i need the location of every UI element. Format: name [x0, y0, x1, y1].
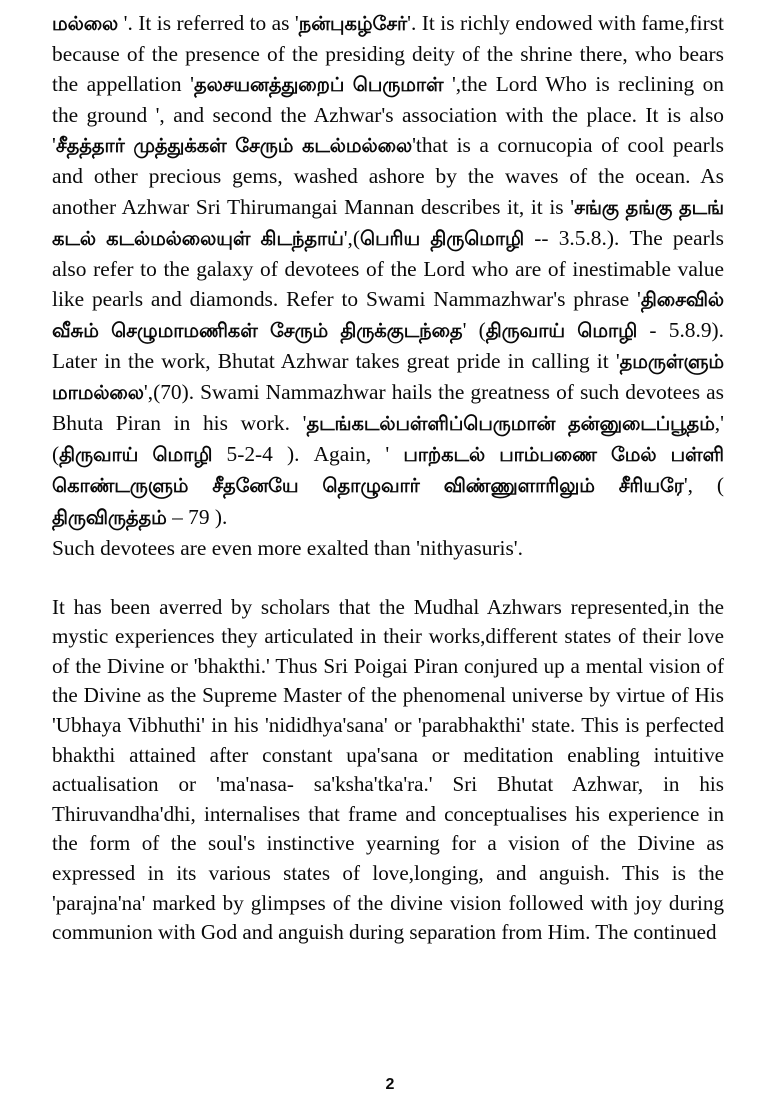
english-text-run: 5-2-4 ). Again, ' — [212, 442, 404, 467]
english-text-run: ',( — [343, 225, 361, 250]
english-text-run: 'that is a cornucopia of cool pearls and other precious gems, washed ashore by the waves of the ocean. As another Azhwar Sri Thirumangai Mannan describes it, it is ' — [52, 133, 725, 219]
tamil-quote-run: தலசயனத்துறைப் பெருமாள் — [193, 74, 444, 97]
tamil-quote-run: பாற்கடல் பாம்பணை மேல் பள்ளி கொண்டருளும் சீதனேயே தொழுவார் விண்ணுளாரிலும் சீரியரே — [52, 444, 724, 498]
tamil-quote-run: நன்புகழ்சேர் — [298, 13, 408, 35]
tamil-quote-run: திருவாய் மொழி — [485, 319, 638, 342]
english-text-run: ',the Lord Who is reclining on the ground ', and second the Azhwar's association with the place. It is also ' — [52, 72, 724, 158]
paragraph-one — [52, 8, 724, 563]
english-text-run: ' ( — [462, 317, 486, 342]
paragraph-one-inline-runs — [52, 11, 724, 529]
paragraph-one-trailing-line: Such devotees are even more exalted than 'nithyasuris'. — [52, 535, 524, 560]
english-text-run: ',(70). Swami Nammazhwar hails the greatness of such devotees as Bhuta Piran in his work. ' — [52, 380, 724, 436]
english-text-run: '. It is richly endowed with fame,first because of the presence of the presiding deity of the shrine there, who bears the appellation ' — [52, 11, 724, 97]
paragraph-two: It has been averred by scholars that the Mudhal Azhwars represented,in the mystic experiences they articulated in their works,different states of their love of the Divine or 'bhakthi.' Thus Sri Poigai Piran conjured up a mental vision of the Divine as the Supreme Master of the phenomenal universe by virtue of His 'Ubhaya Vibhuthi' in his 'nididhya'sana' or 'parabhakthi' state. This is perfected bhakthi attained after constant upa'sana or meditation enabling intuitive actualisation or 'ma'nasa- sa'ksha'tka'ra.' Sri Bhutat Azhwar, in his Thiruvandha'dhi, internalises that frame and conceptualises his experience in the form of the soul's instinctive yearning for a vision of the Divine as expressed in its various states of love,longing, and anguish. This is the 'parajna'na' marked by glimpses of the divine vision followed with joy during communion with God and anguish during separation from Him. The continued — [52, 594, 724, 945]
tamil-quote-run: பெரிய திருமொழி — [360, 227, 525, 250]
tamil-quote-run: சீதத்தார் முத்துக்கள் சேரும் கடல்மல்லை — [55, 135, 413, 158]
english-text-run: - 5.8.9). Later in the work, Bhutat Azhwar takes great pride in calling it ' — [52, 317, 725, 374]
tamil-quote-run: திசைவில் வீசும் செழுமாமணிகள் சேரும் திருக்குடந்தை — [52, 288, 724, 342]
tamil-quote-run: சங்கு தங்கு தடங் கடல் கடல்மல்லையுள் கிடந்தாய் — [52, 196, 724, 250]
english-text-run: -- 3.5.8.). The pearls also refer to the galaxy of devotees of the Lord who are of inestimable value like pearls and diamonds. Refer to Swami Nammazhwar's phrase ' — [52, 225, 724, 311]
page-number: 2 — [385, 1076, 395, 1093]
tamil-quote-run: திருவிருத்தம் — [52, 506, 167, 529]
tamil-quote-run: திருவாய் மொழி — [59, 444, 213, 467]
tamil-quote-run: மல்லை — [52, 13, 119, 35]
english-text-run: – 79 ). — [166, 504, 228, 529]
english-text-run: ', ( — [683, 473, 724, 498]
tamil-quote-run: தமருள்ளும் மாமல்லை — [52, 351, 724, 405]
english-text-run: '. It is referred to as ' — [118, 11, 299, 35]
tamil-quote-run: தடங்கடல்பள்ளிப்பெருமான் தன்னுடைப்பூதம் — [306, 413, 715, 436]
english-text-run: ,' ( — [52, 411, 724, 467]
